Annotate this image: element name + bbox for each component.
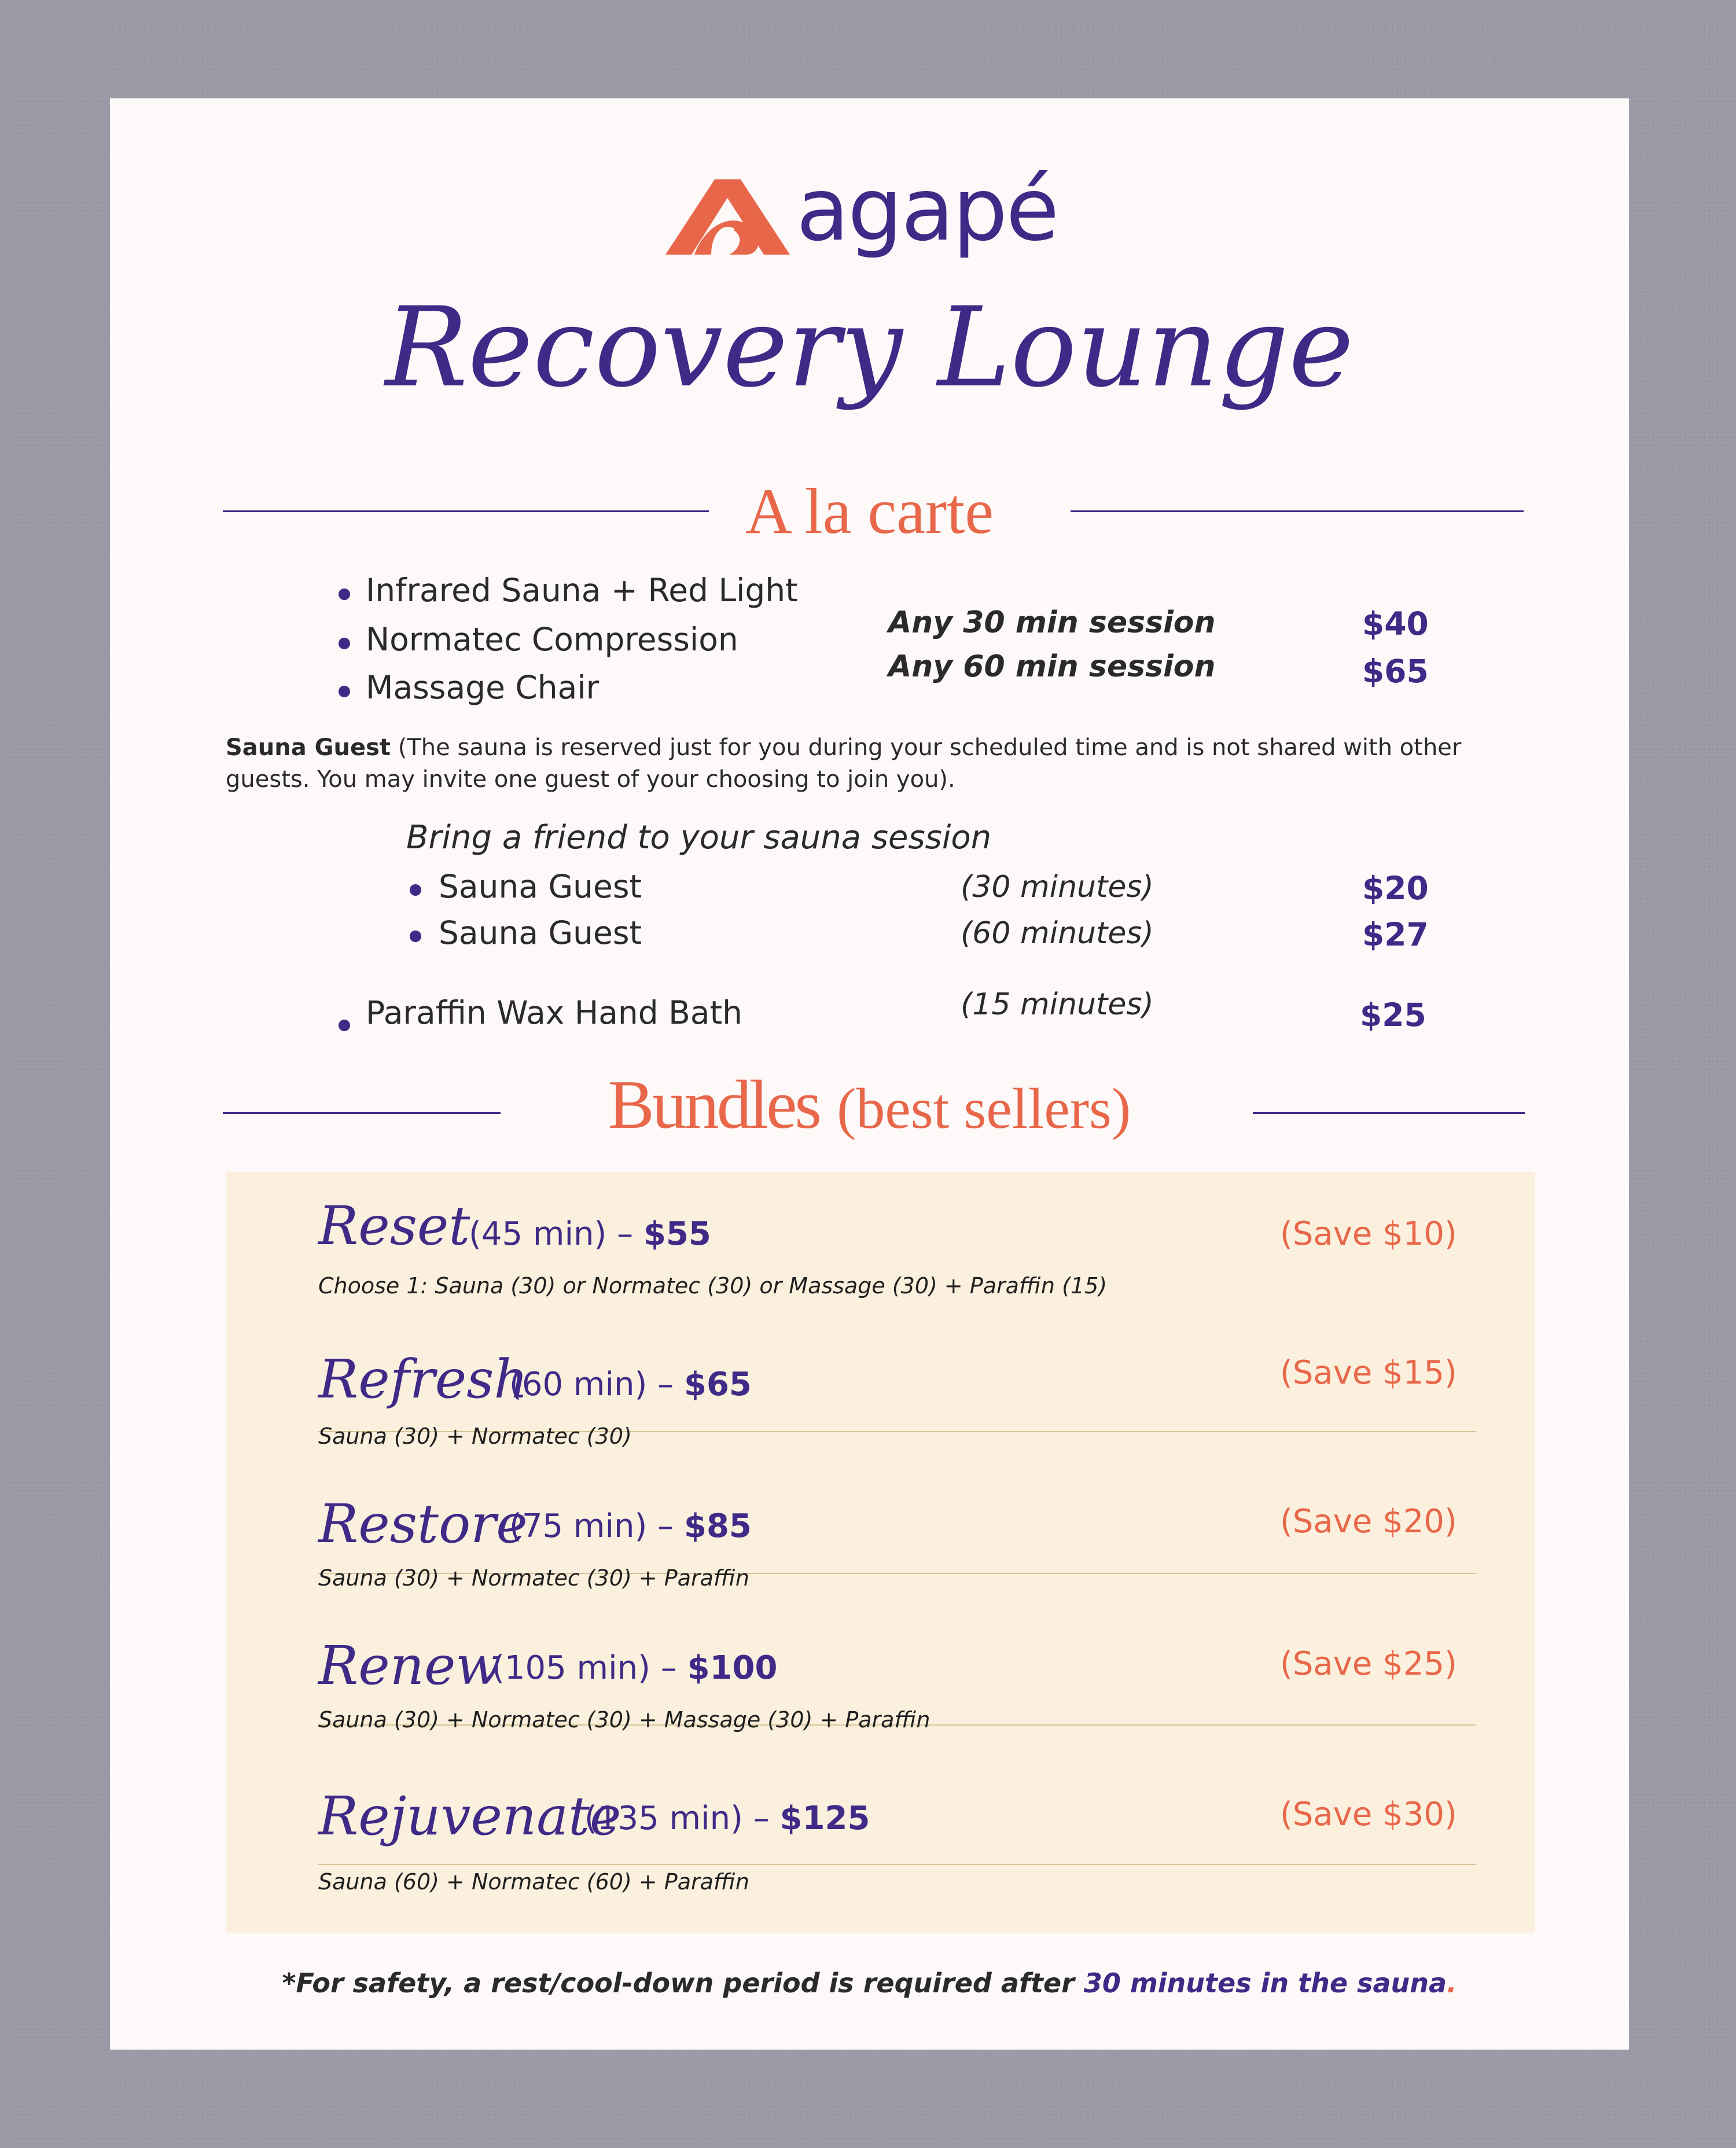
bundle-desc-restore: Sauna (30) + Normatec (30) + Paraffin bbox=[318, 1565, 749, 1591]
guest-30-price: $20 bbox=[1362, 870, 1429, 907]
menu-page bbox=[110, 98, 1629, 2050]
paraffin-price: $25 bbox=[1360, 996, 1426, 1033]
bundles-heading-main: Bundles bbox=[608, 1066, 820, 1143]
bundle-duration: (75 min) bbox=[509, 1507, 648, 1545]
bundle-desc-refresh: Sauna (30) + Normatec (30) bbox=[318, 1424, 632, 1449]
bundles-heading bbox=[110, 1065, 1629, 1145]
guest-60-price: $27 bbox=[1362, 916, 1429, 953]
bundle-meta-reset bbox=[469, 1215, 711, 1253]
guest-60-label: Sauna Guest bbox=[439, 914, 642, 951]
bundle-dash: – bbox=[660, 1649, 677, 1687]
bundle-dash: – bbox=[753, 1800, 770, 1837]
guest-60-duration: (60 minutes) bbox=[961, 916, 1154, 951]
footer-text: *For safety, a rest/cool-down period is required after bbox=[282, 1967, 1084, 1999]
bundle-meta-refresh bbox=[509, 1366, 752, 1403]
brand-name: agapé bbox=[796, 160, 1058, 260]
bullet bbox=[339, 589, 350, 600]
session-30-price: $40 bbox=[1362, 605, 1429, 642]
session-60-label: Any 60 min session bbox=[888, 649, 1216, 684]
bundle-price: $55 bbox=[643, 1215, 711, 1253]
bundle-meta-renew bbox=[492, 1649, 777, 1687]
a-la-carte-heading: A la carte bbox=[745, 476, 994, 547]
bundle-meta-rejuvenate bbox=[584, 1800, 870, 1837]
item-normatec: Normatec Compression bbox=[366, 621, 738, 658]
sauna-guest-note-bold: Sauna Guest bbox=[226, 734, 391, 761]
paraffin-label: Paraffin Wax Hand Bath bbox=[366, 994, 743, 1031]
guest-30-label: Sauna Guest bbox=[439, 868, 642, 905]
bundle-meta-restore bbox=[509, 1507, 752, 1545]
bundles-heading-sub: (best sellers) bbox=[837, 1076, 1131, 1141]
agape-logo-icon bbox=[660, 168, 793, 260]
bundle-divider bbox=[318, 1864, 1476, 1865]
safety-footer bbox=[110, 1967, 1629, 1999]
paraffin-duration: (15 minutes) bbox=[961, 987, 1154, 1022]
footer-highlight: 30 minutes in the sauna bbox=[1083, 1967, 1447, 1999]
bundle-save-renew: (Save $25) bbox=[1280, 1645, 1457, 1683]
guest-30-duration: (30 minutes) bbox=[961, 870, 1154, 904]
bundle-name-refresh: Refresh bbox=[318, 1348, 528, 1410]
bundle-dash: – bbox=[617, 1215, 634, 1253]
bundle-save-restore: (Save $20) bbox=[1280, 1503, 1457, 1540]
bundle-duration: (60 min) bbox=[509, 1366, 648, 1403]
bullet bbox=[339, 1020, 350, 1031]
bundle-price: $125 bbox=[779, 1800, 870, 1837]
bundle-price: $85 bbox=[683, 1507, 752, 1545]
bundle-price: $100 bbox=[687, 1649, 778, 1687]
brand-logo bbox=[660, 160, 1099, 266]
bundle-save-refresh: (Save $15) bbox=[1280, 1354, 1457, 1392]
bundle-name-rejuvenate: Rejuvenate bbox=[318, 1785, 621, 1847]
sauna-guest-note-text: (The sauna is reserved just for you during your scheduled time and is not shared with other guests. You may invite one guest of your choosing to join you). bbox=[226, 734, 1462, 793]
bundle-desc-reset: Choose 1: Sauna (30) or Normatec (30) or Massage (30) + Paraffin (15) bbox=[318, 1273, 1108, 1299]
bundle-price: $65 bbox=[683, 1366, 752, 1403]
bundle-dash: – bbox=[657, 1366, 674, 1403]
footer-end: . bbox=[1447, 1967, 1457, 1999]
bundle-save-reset: (Save $10) bbox=[1280, 1215, 1457, 1253]
bullet bbox=[410, 930, 421, 942]
bundle-desc-renew: Sauna (30) + Normatec (30) + Massage (30) + Paraffin bbox=[318, 1707, 930, 1733]
bundle-duration: (135 min) bbox=[584, 1800, 743, 1837]
bundle-name-restore: Restore bbox=[318, 1493, 528, 1555]
bundles-panel bbox=[226, 1172, 1535, 1933]
item-massage-chair: Massage Chair bbox=[366, 669, 599, 706]
item-infrared-sauna: Infrared Sauna + Red Light bbox=[366, 572, 798, 609]
session-30-label: Any 30 min session bbox=[888, 605, 1216, 640]
bundle-name-reset: Reset bbox=[318, 1195, 470, 1257]
bundle-duration: (105 min) bbox=[492, 1649, 650, 1687]
page-title: Recovery Lounge bbox=[385, 284, 1354, 411]
bundle-save-rejuvenate: (Save $30) bbox=[1280, 1796, 1457, 1833]
session-60-price: $65 bbox=[1362, 653, 1429, 690]
sauna-guest-note bbox=[226, 732, 1545, 796]
bundle-duration: (45 min) bbox=[469, 1215, 607, 1253]
guest-heading: Bring a friend to your sauna session bbox=[406, 819, 992, 856]
bullet bbox=[339, 638, 350, 649]
bundle-dash: – bbox=[657, 1507, 674, 1545]
bullet bbox=[339, 686, 350, 697]
bullet bbox=[410, 884, 421, 896]
bundle-desc-rejuvenate: Sauna (60) + Normatec (60) + Paraffin bbox=[318, 1869, 749, 1895]
bundle-name-renew: Renew bbox=[318, 1635, 502, 1697]
